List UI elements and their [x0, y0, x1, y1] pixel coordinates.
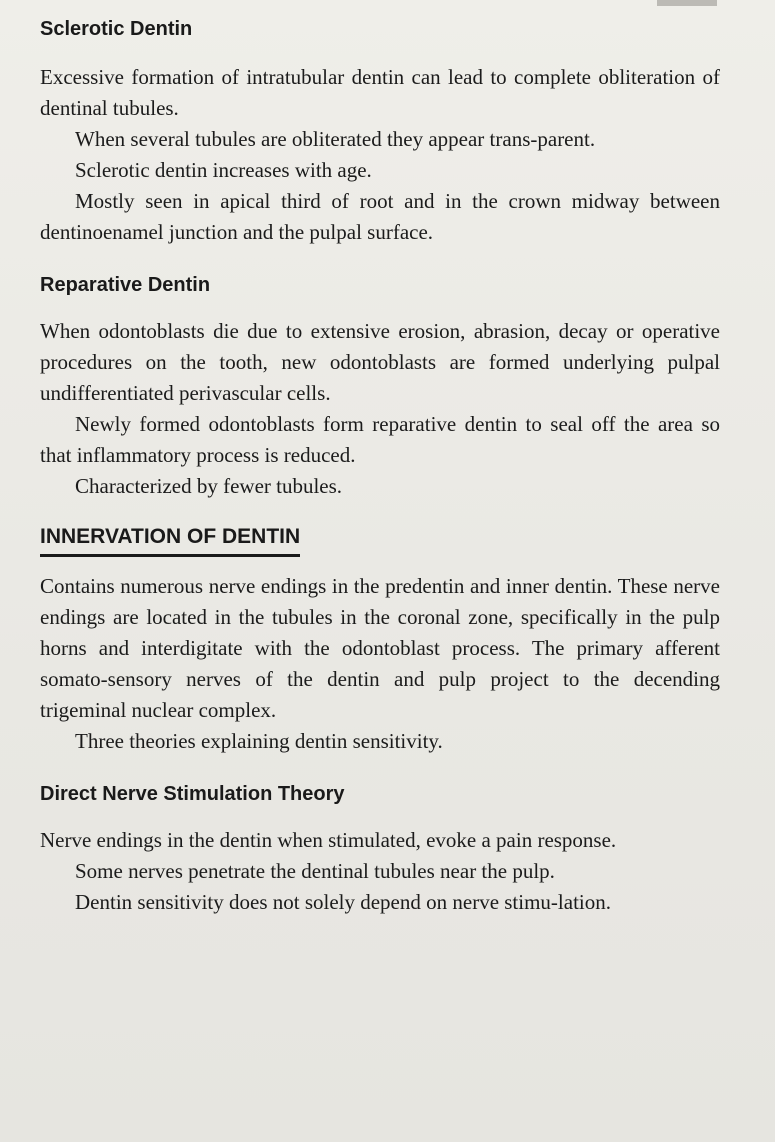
paragraph: Some nerves penetrate the dentinal tubules near the pulp.	[75, 859, 555, 883]
paragraph: Mostly seen in apical third of root and in the crown midway between dentinoenamel junction and the pulpal surface.	[40, 189, 720, 244]
paragraph: When several tubules are obliterated they appear trans-parent.	[75, 127, 596, 151]
section-heading-sclerotic-dentin: Sclerotic Dentin	[40, 18, 193, 40]
paragraph: Contains numerous nerve endings in the predentin and inner dentin. These nerve endings are located in the tubules in the coronal zone, specifically in the pulp horns and interdigitate with the odontoblast process. The primary afferent somato-sensory nerves of the dentin and pulp project to the decending trigeminal nuclear complex.	[40, 574, 720, 722]
section-heading-direct-nerve-stimulation-theory: Direct Nerve Stimulation Theory	[40, 783, 345, 805]
paragraph: Dentin sensitivity does not solely depend on nerve stimu-lation.	[75, 890, 612, 914]
page-corner-mark	[657, 0, 717, 6]
section-heading-innervation-of-dentin: INNERVATION OF DENTIN	[40, 522, 300, 557]
paragraph: Nerve endings in the dentin when stimulated, evoke a pain response.	[40, 828, 617, 852]
paragraph: Excessive formation of intratubular dentin can lead to complete obliteration of dentinal tubules.	[40, 65, 720, 120]
paragraph: Newly formed odontoblasts form reparative dentin to seal off the area so that inflammatory process is reduced.	[40, 412, 720, 467]
paragraph: Three theories explaining dentin sensitivity.	[75, 729, 443, 753]
page-content	[40, 14, 720, 918]
paragraph: Characterized by fewer tubules.	[75, 474, 343, 498]
paragraph: When odontoblasts die due to extensive erosion, abrasion, decay or operative procedures on the tooth, new odontoblasts are formed underlying pulpal undifferentiated perivascular cells.	[40, 319, 720, 405]
paragraph: Sclerotic dentin increases with age.	[75, 158, 372, 182]
section-heading-reparative-dentin: Reparative Dentin	[40, 274, 211, 296]
section-heading-wrapper	[40, 522, 720, 557]
